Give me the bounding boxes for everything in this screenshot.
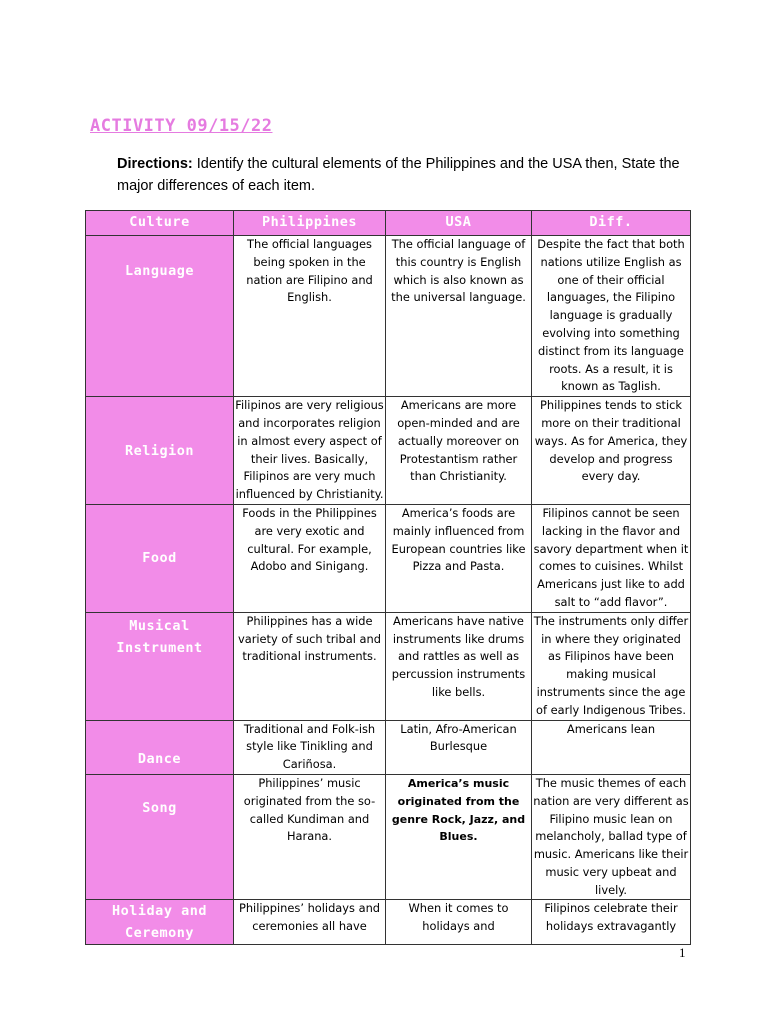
header-diff: Diff. (532, 211, 691, 236)
row-culture-language: Language (86, 236, 234, 397)
cell-usa: America’s music originated from the genre Rock, Jazz, and Blues. (386, 774, 532, 900)
row-culture-song: Song (86, 774, 234, 900)
cell-philippines: The official languages being spoken in the nation are Filipino and English. (234, 236, 386, 397)
directions-label: Directions: (117, 156, 193, 172)
cell-diff: Despite the fact that both nations utilize English as one of their official languages, the Filipino language is gradually evolving into something distinct from its language roots. As a result, it is known as Taglish. (532, 236, 691, 397)
cell-philippines: Philippines’ holidays and ceremonies all have (234, 900, 386, 945)
table-row (86, 720, 691, 774)
table-row (86, 504, 691, 612)
activity-title: ACTIVITY 09/15/22 (90, 116, 273, 136)
cell-usa: America’s foods are mainly influenced from European countries like Pizza and Pasta. (386, 504, 532, 612)
header-philippines: Philippines (234, 211, 386, 236)
row-culture-musical-instrument: Musical Instrument (86, 612, 234, 720)
cell-diff: The instruments only differ in where they originated as Filipinos have been making musical instruments since the age of early Indigenous Tribes. (532, 612, 691, 720)
table-row (86, 612, 691, 720)
header-usa: USA (386, 211, 532, 236)
table-row (86, 774, 691, 900)
cell-usa: Americans are more open-minded and are actually moreover on Protestantism rather than Christianity. (386, 397, 532, 505)
cell-diff: Filipinos cannot be seen lacking in the flavor and savory department when it comes to cuisines. Whilst Americans just like to add salt to “add flavor”. (532, 504, 691, 612)
directions-paragraph (117, 153, 697, 197)
cell-philippines: Philippines has a wide variety of such tribal and traditional instruments. (234, 612, 386, 720)
cell-diff: The music themes of each nation are very different as Filipino music lean on melancholy, ballad type of music. Americans like their music very upbeat and lively. (532, 774, 691, 900)
row-culture-food: Food (86, 504, 234, 612)
cell-philippines: Foods in the Philippines are very exotic and cultural. For example, Adobo and Sinigang. (234, 504, 386, 612)
row-culture-dance: Dance (86, 720, 234, 774)
culture-comparison-table (85, 210, 691, 945)
table-row (86, 397, 691, 505)
cell-usa: When it comes to holidays and (386, 900, 532, 945)
cell-philippines: Traditional and Folk-ish style like Tinikling and Cariñosa. (234, 720, 386, 774)
cell-philippines: Philippines’ music originated from the so-called Kundiman and Harana. (234, 774, 386, 900)
cell-usa: Americans have native instruments like drums and rattles as well as percussion instruments like bells. (386, 612, 532, 720)
row-culture-religion: Religion (86, 397, 234, 505)
cell-philippines: Filipinos are very religious and incorporates religion in almost every aspect of their lives. Basically, Filipinos are very much influenced by Christianity. (234, 397, 386, 505)
cell-diff: Americans lean (532, 720, 691, 774)
cell-usa: The official language of this country is English which is also known as the universal language. (386, 236, 532, 397)
cell-usa: Latin, Afro-American Burlesque (386, 720, 532, 774)
cell-diff: Filipinos celebrate their holidays extravagantly (532, 900, 691, 945)
table-row (86, 236, 691, 397)
table-row (86, 900, 691, 945)
header-culture: Culture (86, 211, 234, 236)
table-header-row (86, 211, 691, 236)
directions-text: Identify the cultural elements of the Philippines and the USA then, State the major differences of each item. (117, 156, 680, 194)
page-number: 1 (679, 945, 686, 960)
row-culture-holiday-and-ceremony: Holiday and Ceremony (86, 900, 234, 945)
cell-diff: Philippines tends to stick more on their traditional ways. As for America, they develop and progress every day. (532, 397, 691, 505)
